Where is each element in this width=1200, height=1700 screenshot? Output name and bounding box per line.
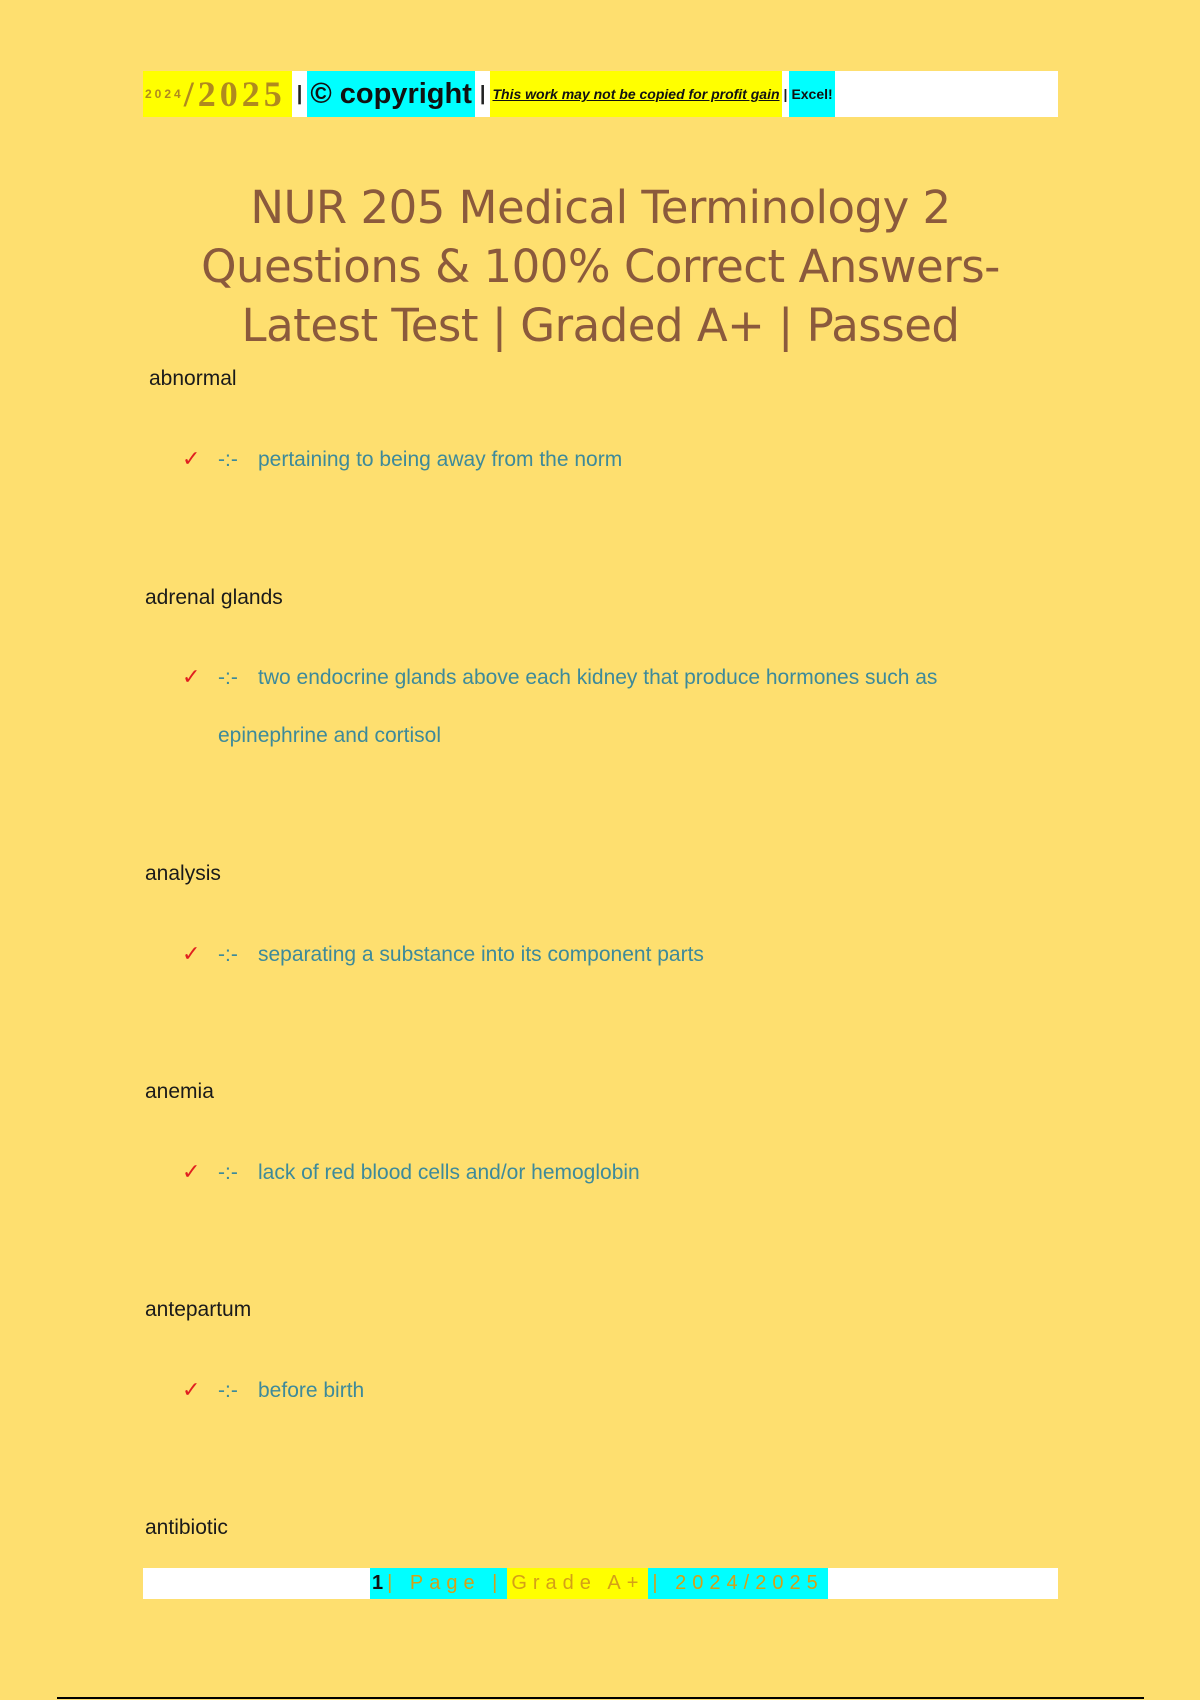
term-label: anemia xyxy=(145,1080,214,1103)
answer-text: before birth xyxy=(258,1379,365,1402)
check-icon: ✓ xyxy=(182,941,201,966)
header-year xyxy=(143,71,292,117)
check-icon: ✓ xyxy=(182,446,201,471)
answer-marker: -:- xyxy=(218,1379,238,1402)
answer-marker: -:- xyxy=(218,666,238,689)
header-year-small: 2024 xyxy=(145,87,184,101)
term-label: antibiotic xyxy=(145,1516,228,1539)
answer-block xyxy=(182,648,1042,765)
term-label: abnormal xyxy=(149,367,237,390)
answer-text: pertaining to being away from the norm xyxy=(258,448,623,471)
page-footer xyxy=(143,1568,1058,1599)
answer-text-continued: epinephrine and cortisol xyxy=(218,724,441,747)
header-copyright: © copyright xyxy=(307,71,475,117)
check-icon: ✓ xyxy=(182,664,201,689)
check-icon: ✓ xyxy=(182,1159,201,1184)
footer-year: | 2024/2025 xyxy=(648,1568,827,1599)
footer-page-number: 1 xyxy=(370,1568,383,1599)
footer-page-label: | Page | xyxy=(383,1568,507,1599)
answer-text: two endocrine glands above each kidney that produce hormones such as xyxy=(258,666,938,689)
answer-block xyxy=(182,1143,1042,1202)
page-bottom-rule xyxy=(57,1697,1144,1699)
header-year-big: /2025 xyxy=(183,74,286,114)
document-title: NUR 205 Medical Terminology 2 Questions & 100% Correct Answers- Latest Test | Graded A+ | Passed xyxy=(201,181,1000,352)
header-separator: | xyxy=(296,82,303,105)
answer-block xyxy=(182,925,1042,984)
header-notice: This work may not be copied for profit gain xyxy=(490,71,781,117)
header-separator: | xyxy=(783,86,788,102)
check-icon: ✓ xyxy=(182,1377,201,1402)
term-label: adrenal glands xyxy=(145,586,283,609)
answer-marker: -:- xyxy=(218,1161,238,1184)
answer-marker: -:- xyxy=(218,943,238,966)
answer-text: separating a substance into its component parts xyxy=(258,943,704,966)
footer-grade: Grade A+ xyxy=(507,1568,648,1599)
answer-block xyxy=(182,430,1042,489)
header-banner xyxy=(143,71,1058,117)
answer-text: lack of red blood cells and/or hemoglobin xyxy=(258,1161,640,1184)
header-excel: Excel! xyxy=(789,71,834,117)
answer-marker: -:- xyxy=(218,448,238,471)
term-label: analysis xyxy=(145,862,221,885)
header-separator: | xyxy=(479,82,486,105)
answer-block xyxy=(182,1361,1042,1420)
term-label: antepartum xyxy=(145,1298,252,1321)
